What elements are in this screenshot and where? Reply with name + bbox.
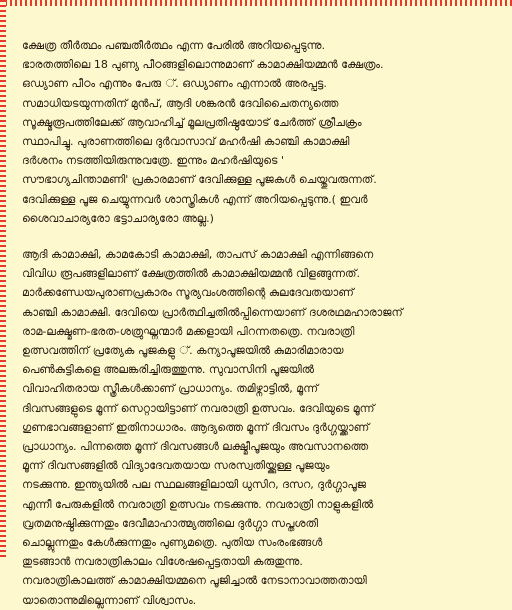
paragraph-kamakshi-navaratri bbox=[22, 245, 506, 610]
text-line: പ്രാധാന്യം. പിന്നത്തെ മൂന്ന് ദിവസങ്ങൾ ലക്ഷ്മീപൂജയും അവസാനത്തെ bbox=[22, 440, 369, 454]
text-line: ആദി കാമാക്ഷി, കാമകോടി കാമാക്ഷി, താപസ് കാമാക്ഷി എന്നിങ്ങനെ bbox=[22, 248, 374, 262]
text-line: ഭാരതത്തിലെ 18 പുണ്യ പീഠങ്ങളിലൊന്നുമാണ് കാമാക്ഷിയമ്മൻ ക്ഷേത്രം. bbox=[22, 58, 384, 72]
paragraph-gap bbox=[22, 228, 506, 245]
text-line: ചൊല്ലുന്നതും കേൾക്കുന്നതും പുണ്യമത്രെ. പുതിയ സംരംഭങ്ങൾ bbox=[22, 536, 323, 550]
text-line: സ്ഥാപിച്ചു. പുരാണത്തിലെ ദുർവാസാവ് മഹർഷി കാഞ്ചി കാമാക്ഷി bbox=[22, 135, 350, 149]
text-line: മാർക്കണ്ഡേയപുരാണപ്രകാരം സൂര്യവംശത്തിന്റെ കുലദേവതയാണ് bbox=[22, 286, 354, 300]
text-line: ദിവസങ്ങളുടെ മൂന്ന് സെറ്റായിട്ടാണ് നവരാത്രി ഉത്സവം. ദേവിയുടെ മൂന്ന് bbox=[22, 401, 375, 415]
decorative-border-left bbox=[0, 0, 6, 560]
text-line: സൂക്ഷ്മരൂപത്തിലേക്ക് ആവാഹിച്ച് മൂലപ്രതിഷ്ഠയോട് ചേർത്ത് ശ്രീചക്രം bbox=[22, 115, 362, 129]
text-line: വിവാഹിതരായ സ്ത്രീകൾക്കാണ് പ്രാധാന്യം. തമിഴ്നാട്ടിൽ, മൂന്ന് bbox=[22, 382, 319, 396]
text-line: നടക്കുന്നു. ഇന്ത്യയിൽ പല സ്ഥലങ്ങളിലായി ധുസിറ, ദസറ, ദുർഗ്ഗാപൂജ bbox=[22, 478, 367, 492]
text-line: നവരാത്രികാലത്ത് കാമാക്ഷിയമ്മനെ പൂജിച്ചാൽ നേടാനാവാത്തതായി bbox=[22, 574, 367, 588]
text-line: വിവിധ രൂപങ്ങളിലാണ് ക്ഷേത്രത്തിൽ കാമാക്ഷിയമ്മൻ വിളങ്ങുന്നത്. bbox=[22, 267, 361, 281]
text-line: രാമ-ലക്ഷ്മണ-ഭരത-ശത്രുഘ്നന്മാർ മക്കളായി പിറന്നതത്രെ. നവരാത്രി bbox=[22, 324, 355, 338]
text-line: തുടങ്ങാൻ നവരാത്രികാലം വിശേഷപ്പെട്ടതായി കരുതുന്നു. bbox=[22, 555, 303, 569]
text-line: മൂന്ന് ദിവസങ്ങളിൽ വിദ്യാദേവതയായ സരസ്വതിയ്ക്കുള്ള പൂജയും bbox=[22, 459, 330, 473]
paragraph-temple-history bbox=[22, 36, 506, 228]
text-line: കാഞ്ചി കാമാക്ഷി. ദേവിയെ പ്രാർത്ഥിച്ചതിൽപ്പിന്നെയാണ് ദശരഥമഹാരാജന് bbox=[22, 305, 403, 319]
text-line: എന്നീ പേരുകളിൽ നവരാത്രി ഉത്സവം നടക്കുന്നു. നവരാത്രി നാളുകളിൽ bbox=[22, 497, 374, 511]
text-line: ഉത്സവത്തിന് പ്രത്യേക പൂജകളു ്. കന്യാപൂജയിൽ കുമാരിമാരായ bbox=[22, 344, 344, 358]
text-line: വ്രതമനുഷ്ഠിക്കുന്നതും ദേവീമാഹാത്മ്യത്തിലെ ദുർഗ്ഗാ സപ്തശതി bbox=[22, 516, 318, 530]
decorative-border-top bbox=[0, 0, 512, 6]
text-line: ഗുണഭാവങ്ങളാണ് ഇതിനാധാരം. ആദ്യത്തെ മൂന്ന് ദിവസം ദുർഗ്ഗയ്ക്കാണ് bbox=[22, 420, 370, 434]
text-line: ദേവിക്കുള്ള പൂജ ചെയ്യുന്നവർ ശാസ്ത്രികൾ എന്ന് അറിയപ്പെടുന്നു.( ഇവർ bbox=[22, 192, 368, 206]
text-line: ദർശനം നടത്തിയിരുന്നുവത്രേ. ഇന്നും മഹർഷിയുടെ ' bbox=[22, 154, 285, 168]
text-line: സമാധിയടയുന്നതിന് മുൻപ്, ആദി ശങ്കരൻ ദേവിചൈതന്യത്തെ bbox=[22, 96, 339, 110]
article-body bbox=[22, 36, 506, 610]
text-line: ഒഡ്യാണ പീഠം എന്നും പേരു ്. ഒഡ്യാണം എന്നാൽ അരപ്പട്ട. bbox=[22, 77, 327, 91]
text-line: യാതൊന്നുമില്ലെന്നാണ് വിശ്വാസം. bbox=[22, 593, 197, 607]
text-line: സൗഭാഗ്യചിന്താമണി' പ്രകാരമാണ് ദേവിക്കുള്ള പൂജകൾ ചെയ്തുവരുന്നത്. bbox=[22, 173, 377, 187]
text-line: ശൈവാചാര്യരോ ഭട്ടാചാര്യരോ അല്ല.) bbox=[22, 211, 214, 225]
text-line: പെൺകുട്ടികളെ അലങ്കരിച്ചിരുത്തുന്നു. സുവാസിനി പൂജയിൽ bbox=[22, 363, 314, 377]
text-line: ക്ഷേത്ര തീർത്ഥം പഞ്ചതീർത്ഥം എന്ന പേരിൽ അറിയപ്പെടുന്നു. bbox=[22, 39, 325, 52]
